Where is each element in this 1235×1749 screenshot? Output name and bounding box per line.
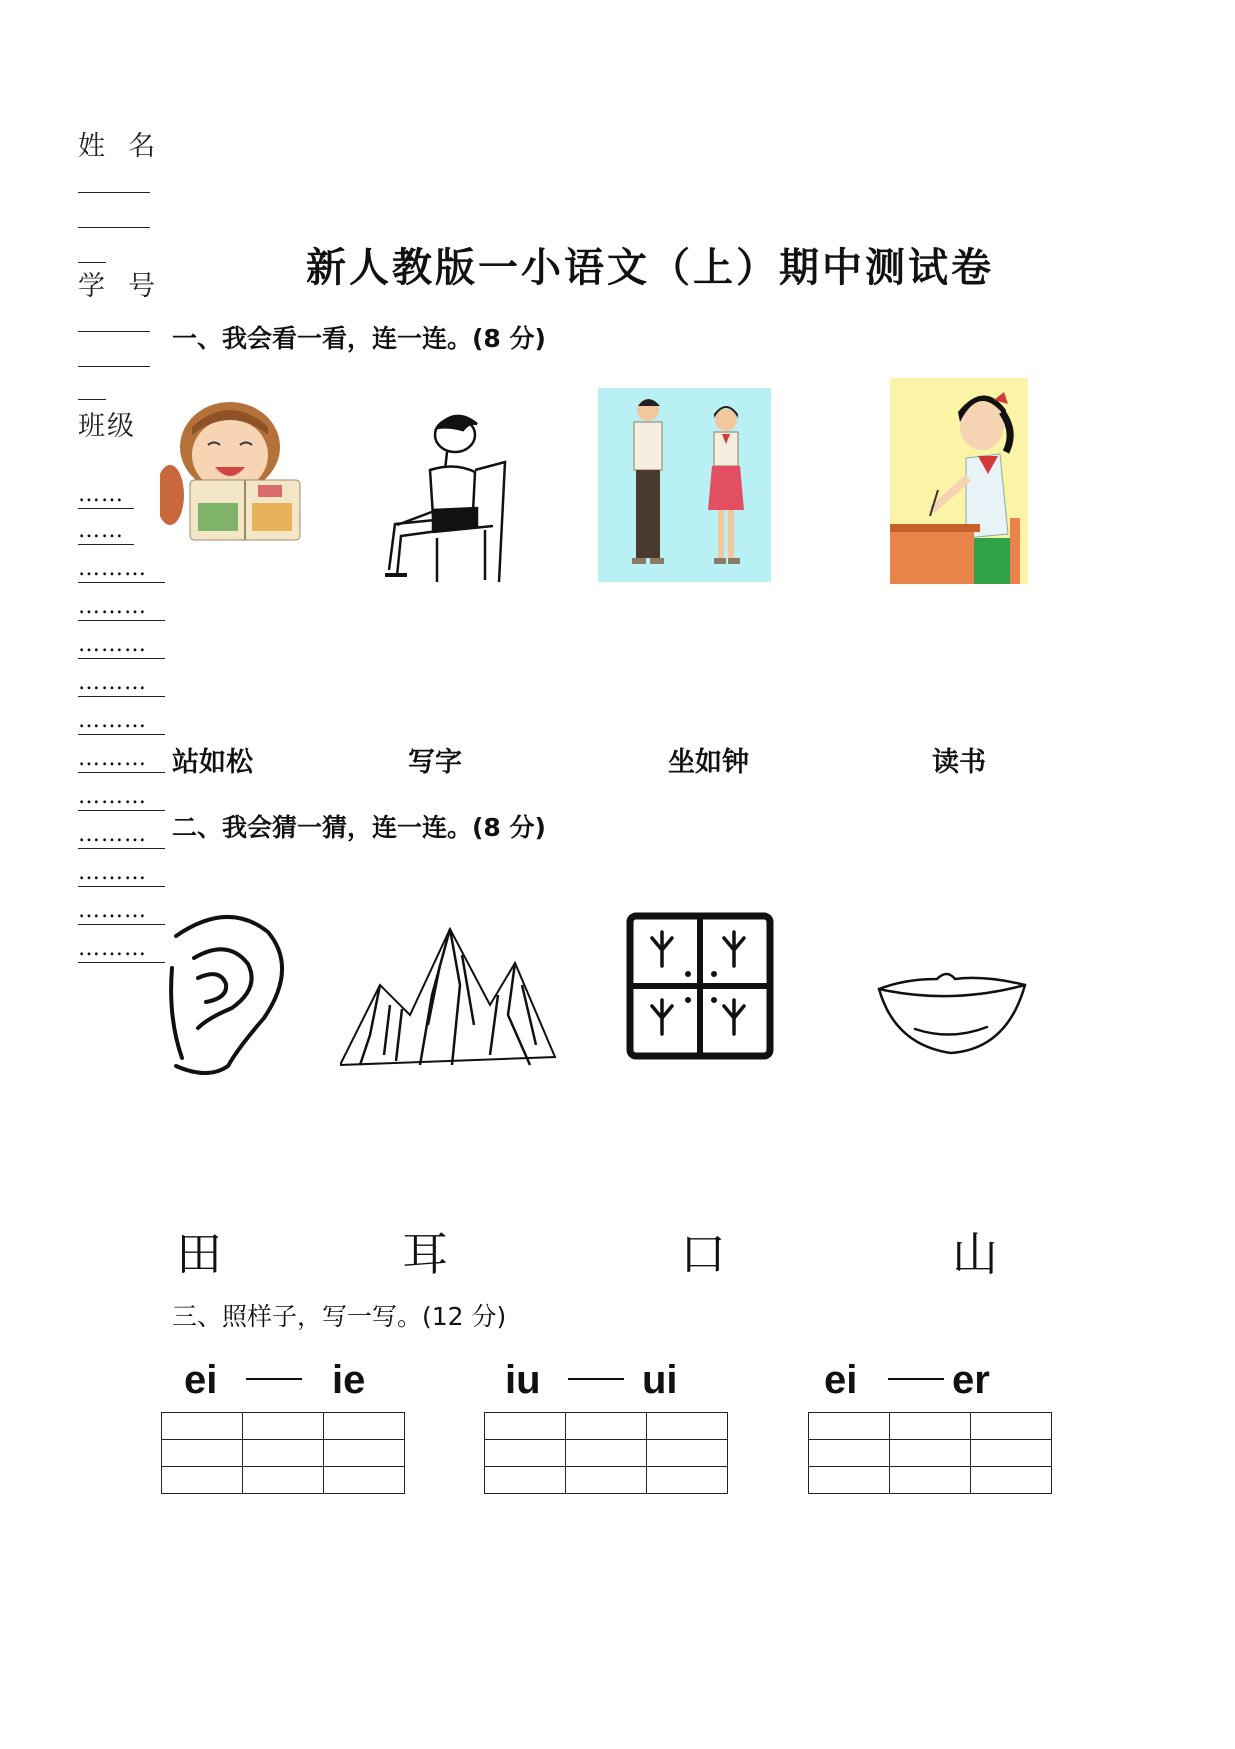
name-underline[interactable] (78, 192, 150, 193)
name-label: 姓 名 (78, 131, 158, 162)
grid-cell[interactable] (243, 1440, 324, 1467)
pair3-right: er (952, 1358, 990, 1402)
grid-cell[interactable] (485, 1440, 566, 1467)
section1-answer-4: 读书 (932, 747, 986, 778)
cut-line-rule (78, 848, 165, 849)
cut-line-dots: ……… (78, 860, 147, 885)
section1-answer-1: 站如松 (172, 747, 253, 778)
children-standing-icon (598, 388, 771, 582)
grid-cell[interactable] (162, 1467, 243, 1494)
cut-line-dots: ……… (78, 594, 147, 619)
cut-line-dots: …… (78, 482, 124, 507)
grid-cell[interactable] (647, 1467, 728, 1494)
grid-cell[interactable] (647, 1413, 728, 1440)
section1-answer-3: 坐如钟 (668, 747, 749, 778)
section2-heading: 二、我会猜一猜，连一连。(8 分) (172, 813, 546, 842)
id-label: 学 号 (78, 271, 158, 302)
cut-line-rule (78, 772, 165, 773)
pair1-right: ie (332, 1358, 366, 1402)
pair2-writing-grid[interactable] (484, 1412, 728, 1494)
cut-line-rule (78, 810, 165, 811)
grid-cell[interactable] (566, 1413, 647, 1440)
cut-line-rule (78, 508, 134, 509)
pair1-left: ei (184, 1358, 218, 1402)
pair3-left: ei (824, 1358, 858, 1402)
section2-answer-2: 耳 (402, 1227, 448, 1281)
grid-cell[interactable] (971, 1413, 1052, 1440)
cut-line-dots: …… (78, 518, 124, 543)
grid-cell[interactable] (809, 1440, 890, 1467)
grid-cell[interactable] (162, 1413, 243, 1440)
grid-cell[interactable] (324, 1467, 405, 1494)
id-underline-3 (78, 399, 106, 400)
pair1-writing-grid[interactable] (161, 1412, 405, 1494)
grid-cell[interactable] (243, 1467, 324, 1494)
cut-line-dots: ……… (78, 632, 147, 657)
pair2-right: ui (642, 1358, 678, 1402)
grid-cell[interactable] (809, 1467, 890, 1494)
cut-line-dots: ……… (78, 784, 147, 809)
page-title: 新人教版一小语文（上）期中测试卷 (306, 244, 994, 291)
pair1-dash (246, 1378, 302, 1380)
cut-line-rule (78, 696, 165, 697)
pair3-writing-grid[interactable] (808, 1412, 1052, 1494)
cut-line-dots: ……… (78, 670, 147, 695)
section1-heading: 一、我会看一看，连一连。(8 分) (172, 324, 546, 353)
cut-line-rule (78, 544, 134, 545)
cut-line-rule (78, 962, 165, 963)
grid-cell[interactable] (324, 1440, 405, 1467)
ear-icon (168, 908, 298, 1078)
girl-writing-icon (890, 378, 1028, 584)
name-underline-3 (78, 262, 106, 263)
grid-cell[interactable] (324, 1413, 405, 1440)
grid-cell[interactable] (485, 1413, 566, 1440)
name-underline-2[interactable] (78, 227, 150, 228)
cut-line-dots: ……… (78, 936, 147, 961)
grid-cell[interactable] (566, 1467, 647, 1494)
grid-cell[interactable] (890, 1467, 971, 1494)
grid-cell[interactable] (647, 1440, 728, 1467)
section3-heading: 三、照样子，写一写。(12 分) (172, 1302, 507, 1331)
cut-line-rule (78, 886, 165, 887)
pair2-dash (568, 1378, 624, 1380)
class-label: 班级 (78, 411, 136, 442)
grid-cell[interactable] (809, 1413, 890, 1440)
cut-line-dots: ……… (78, 822, 147, 847)
grid-cell[interactable] (243, 1413, 324, 1440)
section2-answer-3: 口 (680, 1227, 726, 1281)
cut-line-rule (78, 734, 165, 735)
cut-line-dots: ……… (78, 898, 147, 923)
field-icon (618, 908, 780, 1066)
mountain-icon (340, 925, 560, 1075)
grid-cell[interactable] (566, 1440, 647, 1467)
mouth-icon (875, 965, 1030, 1065)
cut-line-rule (78, 924, 165, 925)
boy-sitting-icon (355, 410, 515, 585)
grid-cell[interactable] (890, 1440, 971, 1467)
id-underline[interactable] (78, 331, 150, 332)
cut-line-rule (78, 658, 165, 659)
section1-answer-2: 写字 (408, 747, 462, 778)
pair2-left: iu (505, 1358, 541, 1402)
grid-cell[interactable] (971, 1440, 1052, 1467)
cut-line-dots: ……… (78, 708, 147, 733)
cut-line-rule (78, 620, 165, 621)
pair3-dash (888, 1378, 944, 1380)
grid-cell[interactable] (971, 1467, 1052, 1494)
girl-reading-icon (160, 385, 310, 545)
grid-cell[interactable] (890, 1413, 971, 1440)
cut-line-dots: ……… (78, 746, 147, 771)
id-underline-2[interactable] (78, 366, 150, 367)
section2-answer-4: 山 (952, 1227, 998, 1281)
cut-line-rule (78, 582, 165, 583)
grid-cell[interactable] (485, 1467, 566, 1494)
grid-cell[interactable] (162, 1440, 243, 1467)
cut-line-dots: ……… (78, 556, 147, 581)
section2-answer-1: 田 (176, 1227, 222, 1281)
